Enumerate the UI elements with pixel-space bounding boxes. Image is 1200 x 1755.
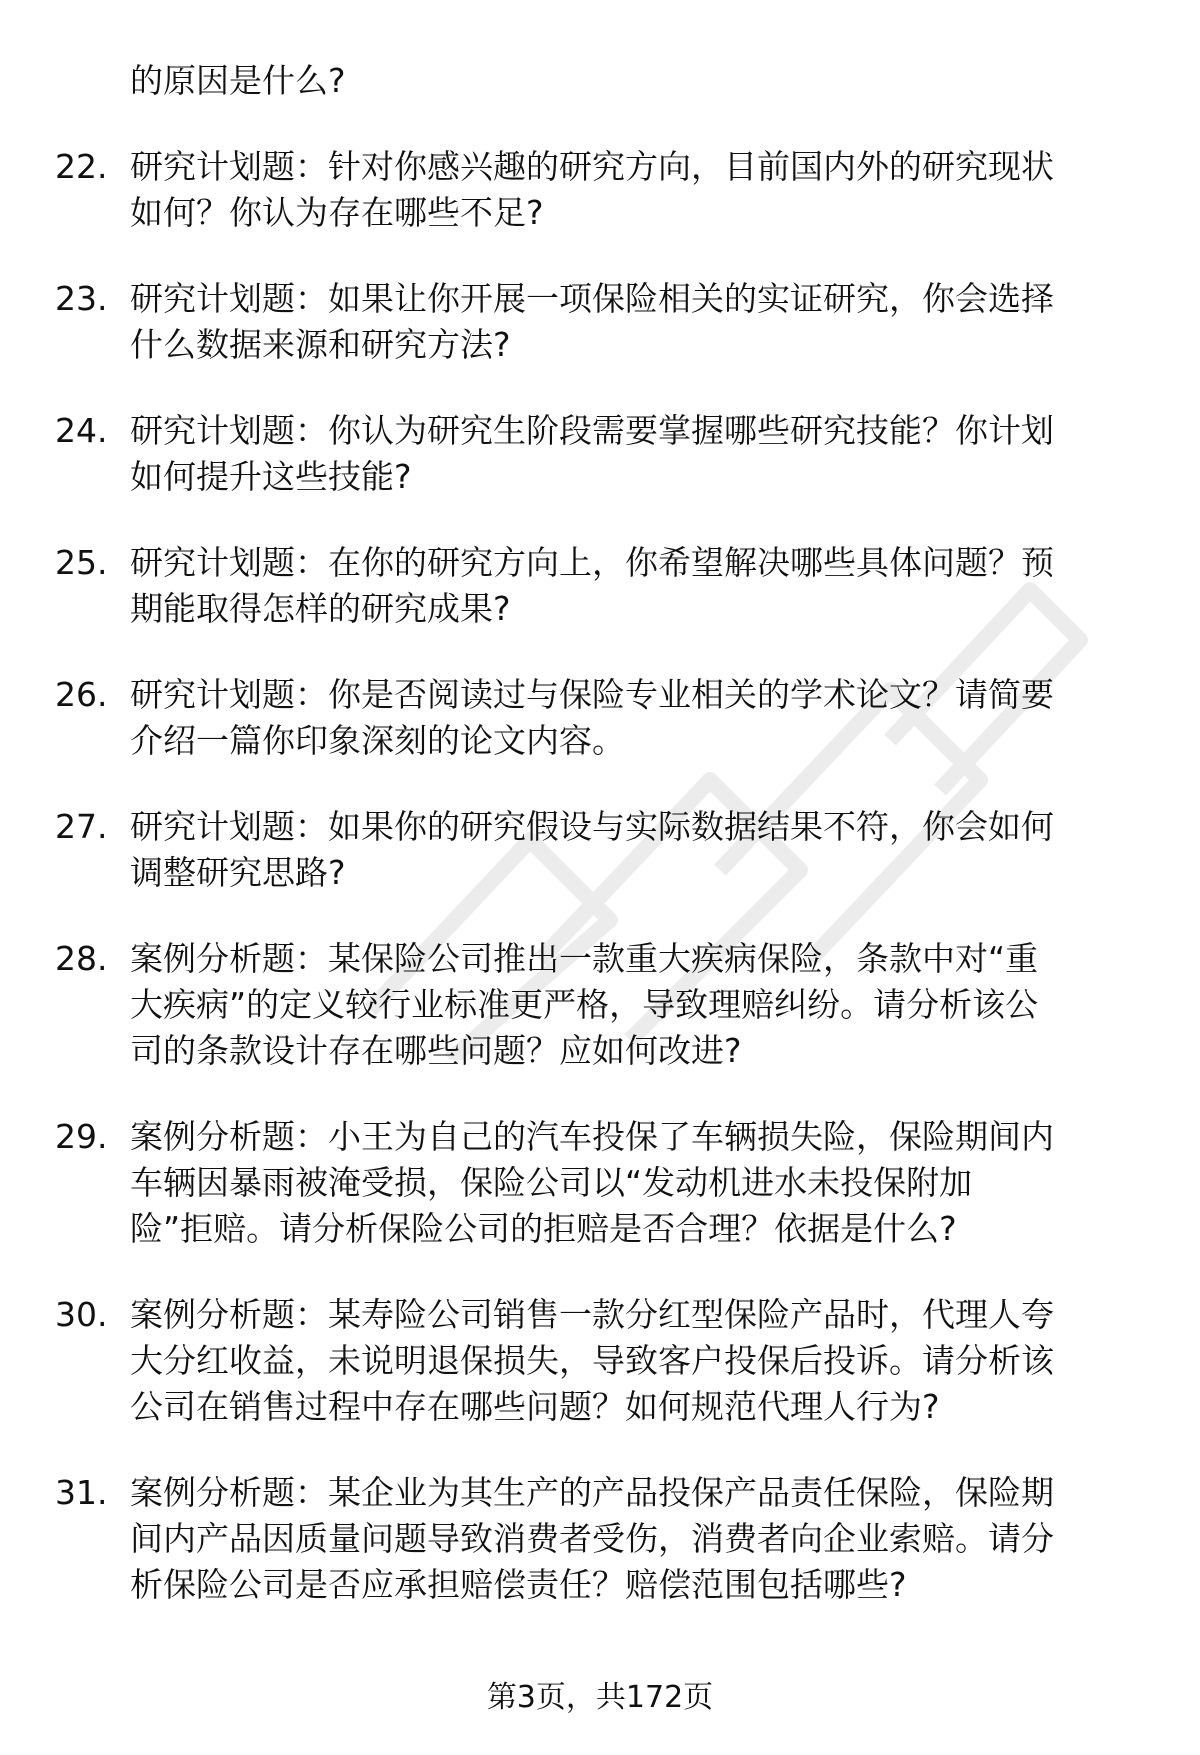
question-number: 26. [55,675,108,714]
question-text [130,540,1145,632]
question-line: 研究计划题：如果你的研究假设与实际数据结果不符，你会如何 [130,807,1054,846]
question-line: 什么数据来源和研究方法? [130,325,511,364]
question-line: 调整研究思路? [130,853,346,892]
question-number: 29. [55,1117,108,1156]
question-item [55,1470,1145,1608]
question-text [130,672,1145,764]
question-line: 如何？你认为存在哪些不足? [130,193,544,232]
question-text [130,144,1145,236]
question-number: 24. [55,411,108,450]
question-line: 期能取得怎样的研究成果? [130,589,511,628]
question-line: 间内产品因质量问题导致消费者受伤，消费者向企业索赔。请分 [130,1519,1054,1558]
question-line: 研究计划题：你是否阅读过与保险专业相关的学术论文？请简要 [130,675,1054,714]
question-line: 险”拒赔。请分析保险公司的拒赔是否合理？依据是什么? [130,1209,957,1248]
question-line: 如何提升这些技能? [130,457,412,496]
question-line: 大疾病”的定义较行业标准更严格，导致理赔纠纷。请分析该公 [130,985,1039,1024]
question-number: 22. [55,147,108,186]
question-item [55,276,1145,368]
question-item [55,144,1145,236]
question-number: 23. [55,279,108,318]
questions-container [55,144,1145,1608]
continuation-line: 的原因是什么? [130,61,346,100]
question-text [130,936,1145,1074]
question-number: 25. [55,543,108,582]
question-line: 案例分析题：小王为自己的汽车投保了车辆损失险，保险期间内 [130,1117,1054,1156]
question-number: 28. [55,939,108,978]
question-item [55,936,1145,1074]
question-text [130,1292,1145,1430]
question-list [55,58,1145,1648]
question-number: 27. [55,807,108,846]
question-line: 案例分析题：某保险公司推出一款重大疾病保险，条款中对“重 [130,939,1039,978]
page-footer: 第3页，共172页 [486,1680,714,1715]
question-text [130,276,1145,368]
question-line: 研究计划题：如果让你开展一项保险相关的实证研究，你会选择 [130,279,1054,318]
question-text [130,804,1145,896]
question-item [55,672,1145,764]
question-item [55,540,1145,632]
question-item [55,804,1145,896]
question-number: 31. [55,1473,108,1512]
question-line: 研究计划题：在你的研究方向上，你希望解决哪些具体问题？预 [130,543,1054,582]
question-line: 介绍一篇你印象深刻的论文内容。 [130,721,625,760]
question-line: 析保险公司是否应承担赔偿责任？赔偿范围包括哪些? [130,1565,907,1604]
question-line: 案例分析题：某企业为其生产的产品投保产品责任保险，保险期 [130,1473,1054,1512]
question-text [130,1114,1145,1252]
question-line: 研究计划题：针对你感兴趣的研究方向，目前国内外的研究现状 [130,147,1054,186]
question-line: 大分红收益，未说明退保损失，导致客户投保后投诉。请分析该 [130,1341,1054,1380]
question-number: 30. [55,1295,108,1334]
question-text [130,408,1145,500]
question-line: 案例分析题：某寿险公司销售一款分红型保险产品时，代理人夸 [130,1295,1054,1334]
question-text [130,1470,1145,1608]
question-line: 车辆因暴雨被淹受损，保险公司以“发动机进水未投保附加 [130,1163,973,1202]
question-line: 公司在销售过程中存在哪些问题？如何规范代理人行为? [130,1387,940,1426]
question-line: 司的条款设计存在哪些问题？应如何改进? [130,1031,742,1070]
question-line: 研究计划题：你认为研究生阶段需要掌握哪些研究技能？你计划 [130,411,1054,450]
question-item [55,1114,1145,1252]
question-item [55,408,1145,500]
question-item [55,1292,1145,1430]
